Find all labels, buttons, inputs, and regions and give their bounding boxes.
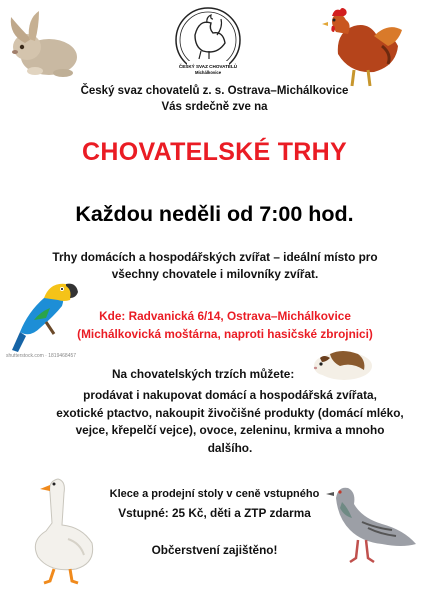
activity-line: exotické ptactvo, nakoupit živočišné produkty (domácí mléko, — [56, 405, 404, 420]
activity-line: dalšího. — [207, 440, 253, 455]
activity-line: prodávat i nakupovat domácí a hospodářská zvířata, — [83, 388, 377, 402]
market-heading: Na chovatelských trzích můžete: — [112, 367, 295, 381]
rooster-image — [318, 2, 406, 90]
logo-text-town: Michálkovice — [194, 70, 222, 75]
refreshments-note: Občerstvení zajištěno! — [151, 543, 278, 557]
location-landmark: (Michálkovická moštárna, naproti hasičské zbrojnici) — [77, 327, 373, 341]
location-block — [60, 307, 390, 343]
description-paragraph — [30, 249, 400, 283]
photo-credit: shutterstock.com · 1819468457 — [6, 353, 77, 359]
guinea-pig-image — [312, 342, 374, 382]
logo-text-main: ČESKÝ SVAZ CHOVATELŮ — [178, 64, 238, 69]
pigeon-image — [322, 478, 418, 570]
admission-price: Vstupné: 25 Kč, děti a ZTP zdarma — [118, 506, 311, 520]
organization-logo — [173, 5, 243, 81]
description-line: Trhy domácích a hospodářských zvířat – ideální místo pro — [52, 250, 378, 264]
description-line: všechny chovatele i milovníky zvířat. — [111, 267, 319, 281]
market-activities — [55, 387, 405, 457]
invitation-text: Vás srdečně zve na — [161, 101, 268, 113]
location-address: Kde: Radvanická 6/14, Ostrava–Michálkovice — [99, 309, 351, 323]
main-title: CHOVATELSKÉ TRHY — [82, 138, 347, 166]
schedule-heading: Každou neděli od 7:00 hod. — [75, 202, 354, 226]
stands-info: Klece a prodejní stoly v ceně vstupného — [109, 488, 320, 500]
activity-line: vejce, křepelčí vejce), ovoce, zeleninu, krmiva a mnoho — [75, 423, 385, 437]
organization-name: Český svaz chovatelů z. s. Ostrava–Michálkovice — [80, 85, 349, 97]
rabbit-image — [5, 5, 81, 81]
